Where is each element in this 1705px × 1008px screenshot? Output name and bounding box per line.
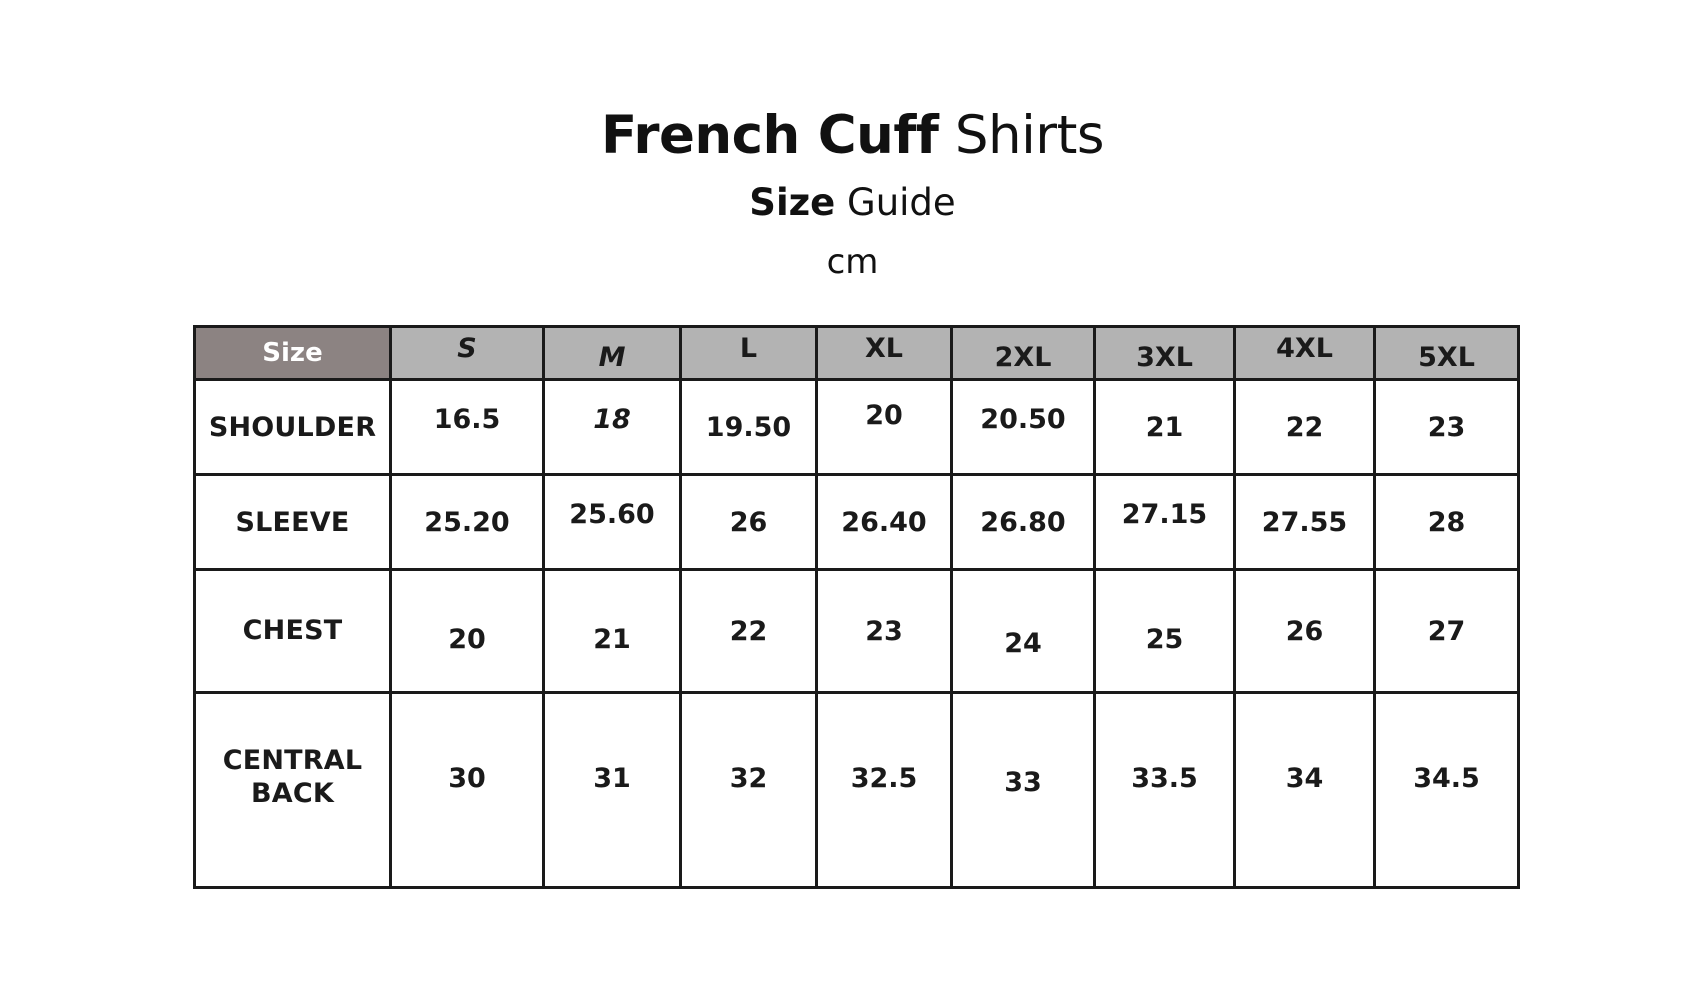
cell-text: 21 [593, 623, 631, 655]
cell-text: 28 [1427, 506, 1466, 538]
size-table-wrap [193, 325, 1513, 889]
cell-shoulder-m [544, 380, 681, 475]
header-row [195, 327, 1519, 380]
header-col-xl [817, 327, 952, 380]
cell-central-5xl [1375, 693, 1519, 888]
cell-shoulder-xl [817, 380, 952, 475]
cell-chest-5xl [1375, 570, 1519, 693]
cell-text: 31 [593, 762, 631, 794]
cell-chest-xl [817, 570, 952, 693]
cell-chest-3xl [1095, 570, 1235, 693]
cell-text: 24 [1004, 627, 1042, 659]
cell-sleeve-3xl [1095, 475, 1235, 570]
cell-text: 23 [865, 615, 903, 647]
cell-text: 34.5 [1413, 762, 1480, 794]
table-header [195, 327, 1519, 380]
cell-shoulder-l [681, 380, 817, 475]
cell-shoulder-5xl [1375, 380, 1519, 475]
cell-text: 20 [448, 623, 486, 655]
cell-text: 26 [1285, 615, 1324, 647]
table-row [195, 693, 1519, 888]
cell-text: 22 [1285, 411, 1324, 443]
cell-central-4xl [1235, 693, 1375, 888]
cell-chest-s [391, 570, 544, 693]
title-block [0, 0, 1705, 282]
cell-text: 25 [1145, 623, 1184, 655]
cell-chest-2xl [952, 570, 1095, 693]
table-row [195, 380, 1519, 475]
cell-sleeve-5xl [1375, 475, 1519, 570]
cell-text: 21 [1145, 411, 1184, 443]
unit-label: cm [826, 241, 879, 282]
header-col-4xl-text: 4XL [1276, 332, 1333, 364]
page-subtitle [0, 181, 1705, 224]
cell-sleeve-2xl [952, 475, 1095, 570]
cell-text: 25.60 [569, 498, 655, 530]
cell-central-2xl [952, 693, 1095, 888]
row-label-central-line2: BACK [250, 778, 334, 809]
cell-text: 27.55 [1261, 506, 1348, 538]
cell-text: 30 [448, 762, 486, 794]
size-table [193, 325, 1520, 889]
cell-text: 23 [1427, 411, 1466, 443]
cell-central-xl [817, 693, 952, 888]
cell-text: 26.40 [841, 506, 927, 538]
header-col-3xl [1095, 327, 1235, 380]
cell-chest-l [681, 570, 817, 693]
header-col-5xl-text: 5XL [1418, 341, 1475, 373]
cell-central-3xl [1095, 693, 1235, 888]
page-subtitle-strong: Size [749, 180, 836, 224]
cell-text: 27.15 [1121, 498, 1208, 530]
cell-text: 33 [1004, 766, 1042, 798]
header-col-4xl [1235, 327, 1375, 380]
cell-sleeve-l [681, 475, 817, 570]
header-col-m-text: M [598, 341, 626, 373]
header-col-2xl [952, 327, 1095, 380]
page-title-strong: French Cuff [601, 105, 939, 166]
row-label-shoulder: SHOULDER [195, 380, 391, 475]
row-label-central-back [195, 693, 391, 888]
cell-shoulder-3xl [1095, 380, 1235, 475]
header-col-s-text: S [457, 332, 477, 364]
cell-text: 18 [593, 403, 631, 435]
cell-text: 33.5 [1131, 762, 1198, 794]
cell-central-m [544, 693, 681, 888]
cell-text: 19.50 [705, 411, 792, 443]
cell-sleeve-m [544, 475, 681, 570]
cell-text: 20 [865, 399, 903, 431]
cell-text: 26.80 [980, 506, 1066, 538]
cell-text: 26 [729, 506, 768, 538]
cell-chest-4xl [1235, 570, 1375, 693]
page-title-light: Shirts [938, 105, 1104, 166]
cell-sleeve-s [391, 475, 544, 570]
page-title [0, 105, 1705, 166]
cell-text: 32.5 [850, 762, 918, 794]
cell-sleeve-4xl [1235, 475, 1375, 570]
header-col-xl-text: XL [864, 332, 904, 364]
cell-central-l [681, 693, 817, 888]
table-body [195, 380, 1519, 888]
cell-text: 20.50 [980, 403, 1066, 435]
header-size-label: Size [195, 327, 391, 380]
header-col-3xl-text: 3XL [1136, 341, 1193, 373]
cell-text: 32 [729, 762, 768, 794]
cell-shoulder-s [391, 380, 544, 475]
header-col-l [681, 327, 817, 380]
header-col-2xl-text: 2XL [994, 341, 1052, 373]
cell-chest-m [544, 570, 681, 693]
header-col-s [391, 327, 544, 380]
cell-text: 22 [729, 615, 768, 647]
row-label-chest: CHEST [195, 570, 391, 693]
header-col-5xl [1375, 327, 1519, 380]
cell-sleeve-xl [817, 475, 952, 570]
cell-text: 34 [1285, 762, 1324, 794]
cell-text: 16.5 [433, 403, 501, 435]
cell-shoulder-2xl [952, 380, 1095, 475]
header-col-l-text: L [739, 332, 758, 364]
cell-text: 25.20 [424, 506, 510, 538]
table-row [195, 570, 1519, 693]
cell-shoulder-4xl [1235, 380, 1375, 475]
row-label-sleeve: SLEEVE [195, 475, 391, 570]
row-label-central-line1: CENTRAL [222, 745, 363, 777]
cell-central-s [391, 693, 544, 888]
cell-text: 27 [1427, 615, 1466, 647]
page-subtitle-light: Guide [835, 180, 956, 224]
table-row [195, 475, 1519, 570]
header-col-m [544, 327, 681, 380]
